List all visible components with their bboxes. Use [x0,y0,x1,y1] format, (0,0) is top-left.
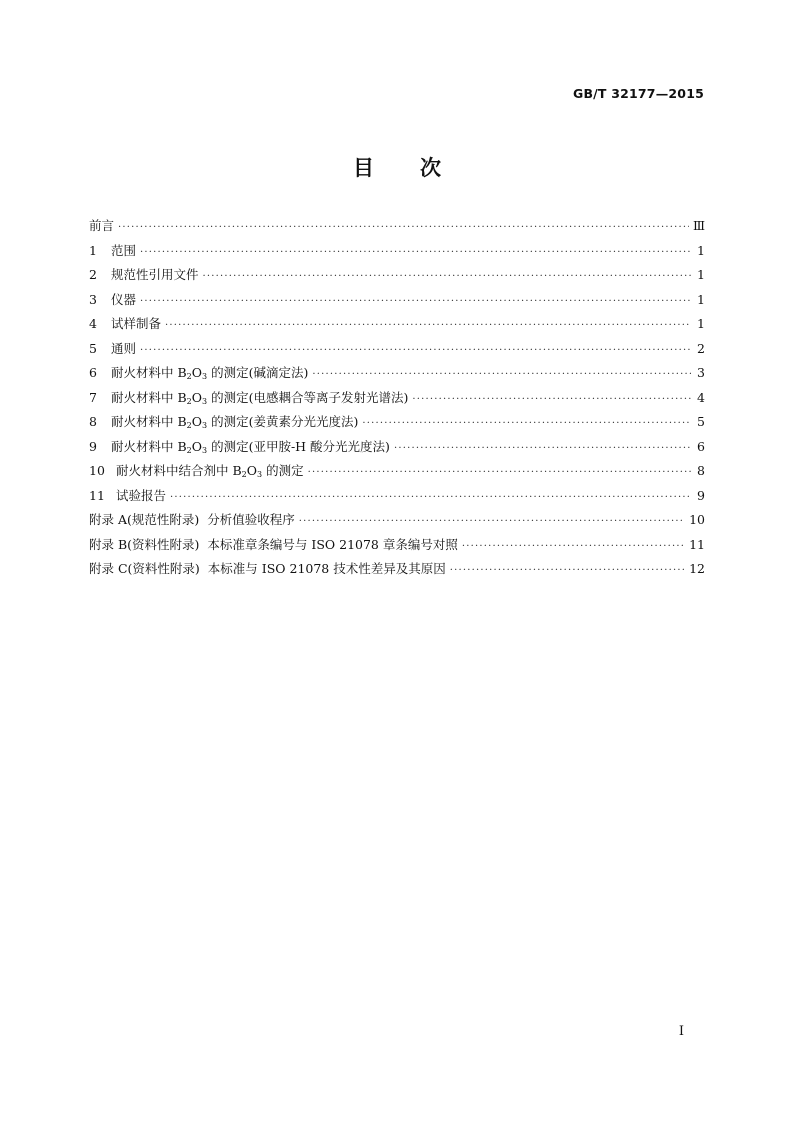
toc-number: 6 [89,365,97,380]
toc-label: 附录 B(资料性附录) 本标准章条编号与 ISO 21078 章条编号对照 [89,536,458,552]
leader-dots [362,418,691,429]
toc-entry-10[interactable] [89,461,705,486]
toc-label: 范围 [111,242,137,258]
toc-page: 2 [697,340,705,356]
toc-entry-8[interactable] [89,412,705,437]
leader-dots [118,222,689,233]
toc-entry-annex-a[interactable] [89,510,705,535]
toc-page: Ⅲ [692,218,705,233]
toc-label: 耐火材料中 $B_2O_3$ 的测定(电感耦合等离子发射光谱法) [111,389,409,406]
leader-dots [140,247,691,258]
toc-label: 前言 [89,218,115,233]
leader-dots [203,271,691,282]
leader-dots [165,320,691,331]
leader-dots [450,565,685,576]
toc-label: 耐火材料中 $B_2O_3$ 的测定(姜黄素分光光度法) [111,414,359,430]
toc-number: 9 [89,438,97,454]
leader-dots [299,516,685,527]
leader-dots [312,369,691,380]
toc-page: 1 [697,291,705,307]
leader-dots [394,443,691,454]
leader-dots [412,394,691,405]
toc-entry-annex-b[interactable] [89,535,705,560]
toc-page: 6 [697,438,705,454]
toc-page: 1 [697,267,705,282]
toc-number: 7 [89,389,97,405]
toc-label: 通则 [111,340,137,356]
toc-page: 10 [689,512,705,527]
toc-label: 试样制备 [111,316,162,331]
standard-code: GB/T 32177—2015 [572,86,704,101]
leader-dots [308,467,691,478]
toc-page: 12 [689,561,705,576]
toc-entry-11[interactable] [89,486,705,511]
toc-entry-6[interactable] [89,363,705,388]
page-title [0,152,794,182]
toc-number: 5 [89,340,97,356]
toc-number: 8 [89,414,97,429]
toc-number: 11 [89,487,105,503]
toc-entry-4[interactable] [89,314,705,339]
toc-number: 3 [89,291,97,307]
toc-label: 耐火材料中 $B_2O_3$ 的测定(碱滴定法) [111,365,309,381]
toc-page: 9 [697,487,705,503]
toc-entry-1[interactable] [89,241,705,266]
toc-entry-5[interactable] [89,339,705,364]
toc-label: 附录 A(规范性附录) 分析值验收程序 [89,512,295,527]
toc-number: 1 [89,242,97,258]
toc-number: 2 [89,267,97,282]
toc-entry-3[interactable] [89,290,705,315]
toc-page: 1 [697,316,705,331]
toc-label: 耐火材料中结合剂中 $B_2O_3$ 的测定 [116,463,304,479]
toc-entry-9[interactable] [89,437,705,462]
leader-dots [140,345,691,356]
toc-label: 耐火材料中 $B_2O_3$ 的测定(亚甲胺-H 酸分光光度法) [111,438,390,455]
toc-label: 试验报告 [116,487,167,503]
toc-page: 8 [697,463,705,478]
toc-number: 10 [89,463,105,478]
page-number: I [678,1024,684,1039]
toc-label: 附录 C(资料性附录) 本标准与 ISO 21078 技术性差异及其原因 [89,561,446,576]
toc-page: 11 [689,536,705,552]
toc-entry-annex-c[interactable] [89,559,705,584]
toc-page: 3 [697,365,705,380]
toc-number: 4 [89,316,97,331]
leader-dots [170,492,691,503]
toc-page: 5 [697,414,705,429]
toc-entry-foreword[interactable] [89,216,705,241]
toc-label: 仪器 [111,291,137,307]
toc-page: 4 [697,389,705,405]
toc-page: 1 [697,242,705,258]
toc-entry-2[interactable] [89,265,705,290]
leader-dots [462,541,685,552]
title-char-2: 次 [420,156,441,180]
toc-entry-7[interactable] [89,388,705,413]
table-of-contents [89,216,705,584]
toc-label: 规范性引用文件 [111,267,199,282]
leader-dots [140,296,691,307]
title-char-1: 目 [353,156,374,180]
